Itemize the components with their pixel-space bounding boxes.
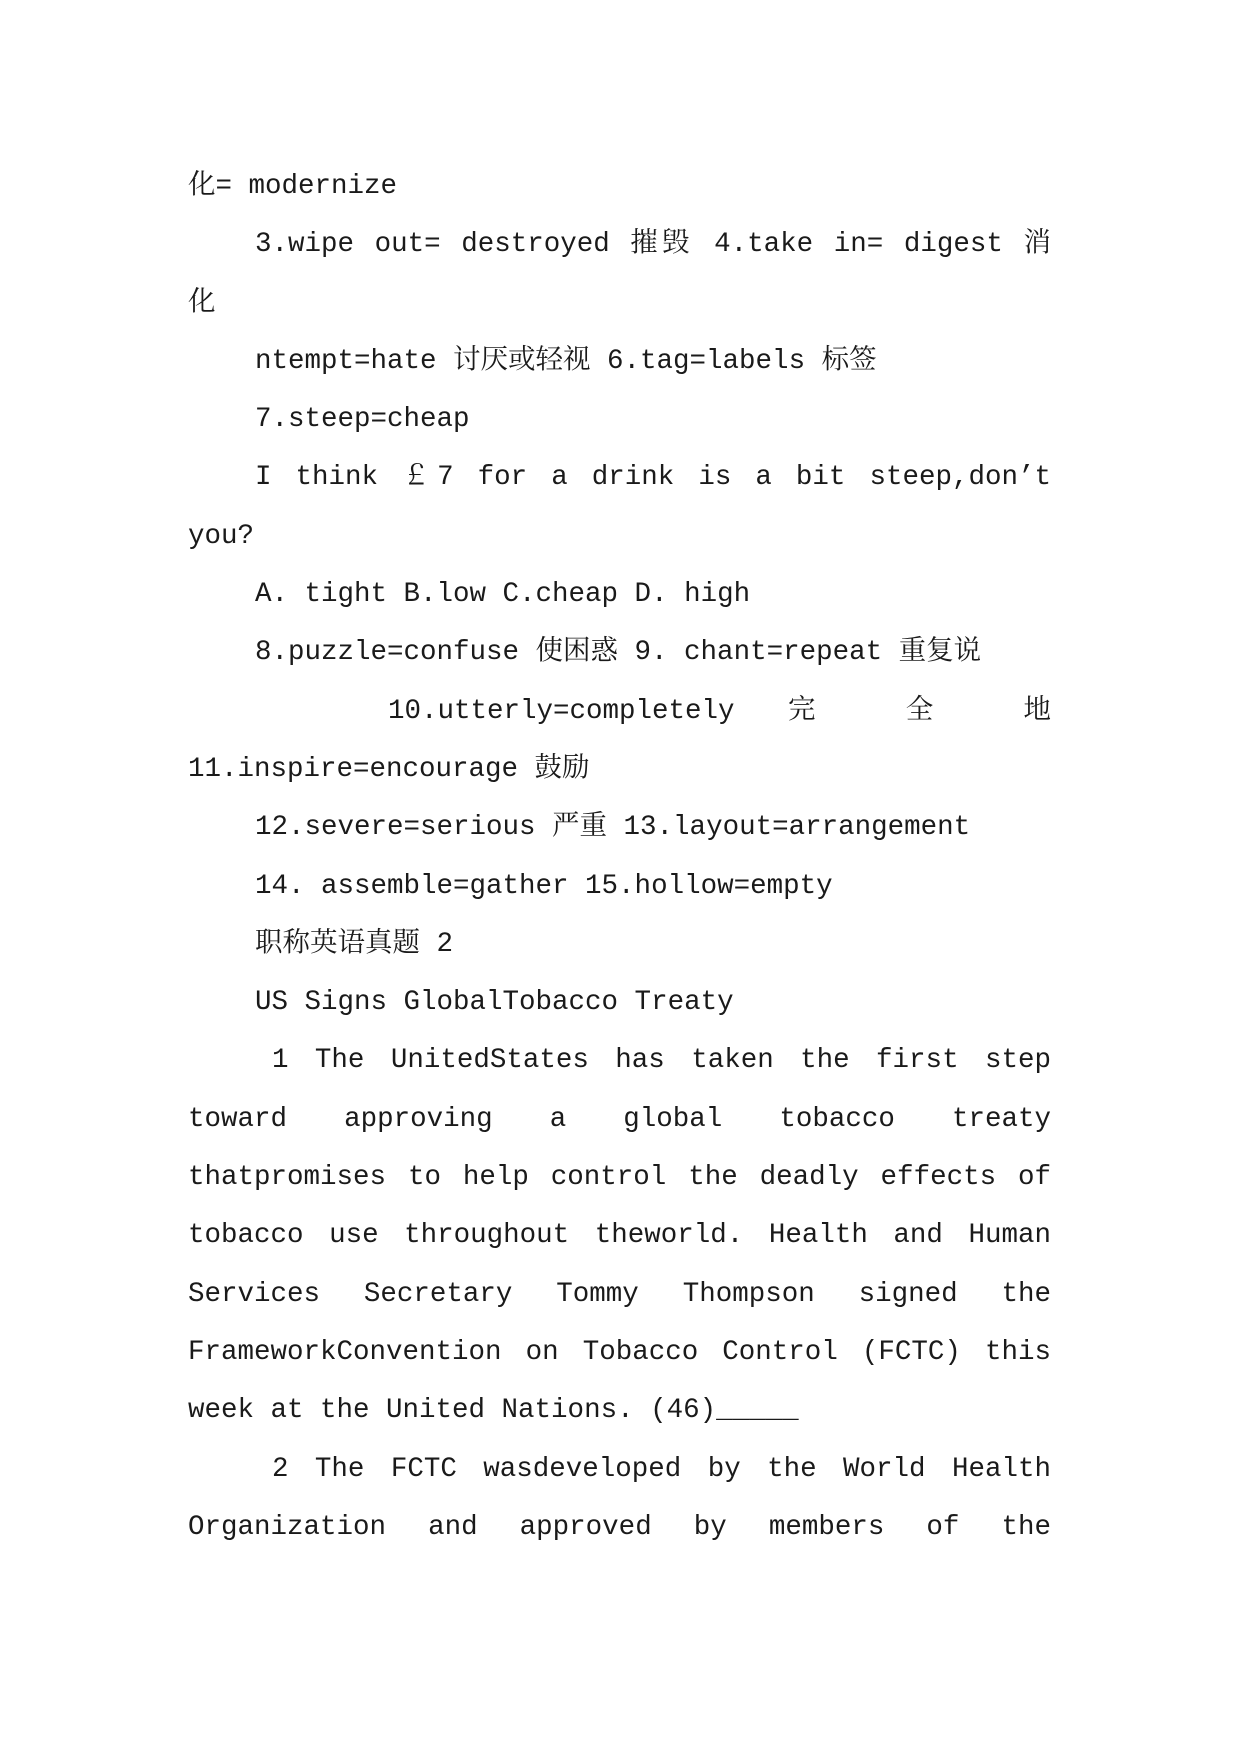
- vocab-line: 3.wipe out= destroyed 摧毁 4.take in= digest 消: [255, 229, 1051, 261]
- vocab-line: 8.puzzle=confuse 使困惑 9. chant=repeat 重复说: [255, 637, 982, 669]
- article: [188, 974, 1051, 1557]
- paragraph-line: Organization and approved by members of the: [188, 1511, 1051, 1543]
- paragraph-line: Services Secretary Tommy Thompson signed the: [188, 1278, 1051, 1310]
- vocab-line: ntempt=hate 讨厌或轻视 6.tag=labels 标签: [255, 345, 877, 377]
- vocab-line: 14. assemble=gather 15.hollow=empty: [255, 870, 833, 902]
- section-heading: 职称英语真题 2: [255, 928, 454, 960]
- example-sentence: I think ￡7 for a drink is a bit steep,don’t: [255, 462, 1051, 494]
- vocab-line: 12.severe=serious 严重 13.layout=arrangement: [255, 812, 971, 844]
- vocab-line: 7.steep=cheap: [255, 404, 470, 436]
- paragraph-line: toward approving a global tobacco treaty: [188, 1103, 1051, 1135]
- paragraph-line: FrameworkConvention on Tobacco Control (FCTC) this: [188, 1336, 1051, 1368]
- vocabulary-list: [188, 158, 1051, 916]
- example-sentence: you?: [188, 520, 255, 552]
- vocab-line: 10.utterly=completely 完 全 地: [388, 695, 1051, 727]
- paragraph-line: 2 The FCTC wasdeveloped by the World Health: [272, 1453, 1051, 1485]
- vocab-line: 化= modernize: [188, 171, 398, 202]
- document-body: [188, 158, 1051, 1557]
- paragraph-line: tobacco use throughout theworld. Health and Human: [188, 1220, 1051, 1252]
- answer-options: A. tight B.low C.cheap D. high: [255, 579, 751, 611]
- vocab-line: 11.inspire=encourage 鼓励: [188, 753, 590, 785]
- paragraph-line: thatpromises to help control the deadly effects of: [188, 1162, 1051, 1194]
- paragraph-line-with-blank: week at the United Nations. (46)_____: [188, 1395, 799, 1427]
- article-title: US Signs GlobalTobacco Treaty: [255, 987, 734, 1019]
- paragraph-line: 1 The UnitedStates has taken the first step: [272, 1045, 1051, 1077]
- vocab-line: 化: [188, 287, 216, 319]
